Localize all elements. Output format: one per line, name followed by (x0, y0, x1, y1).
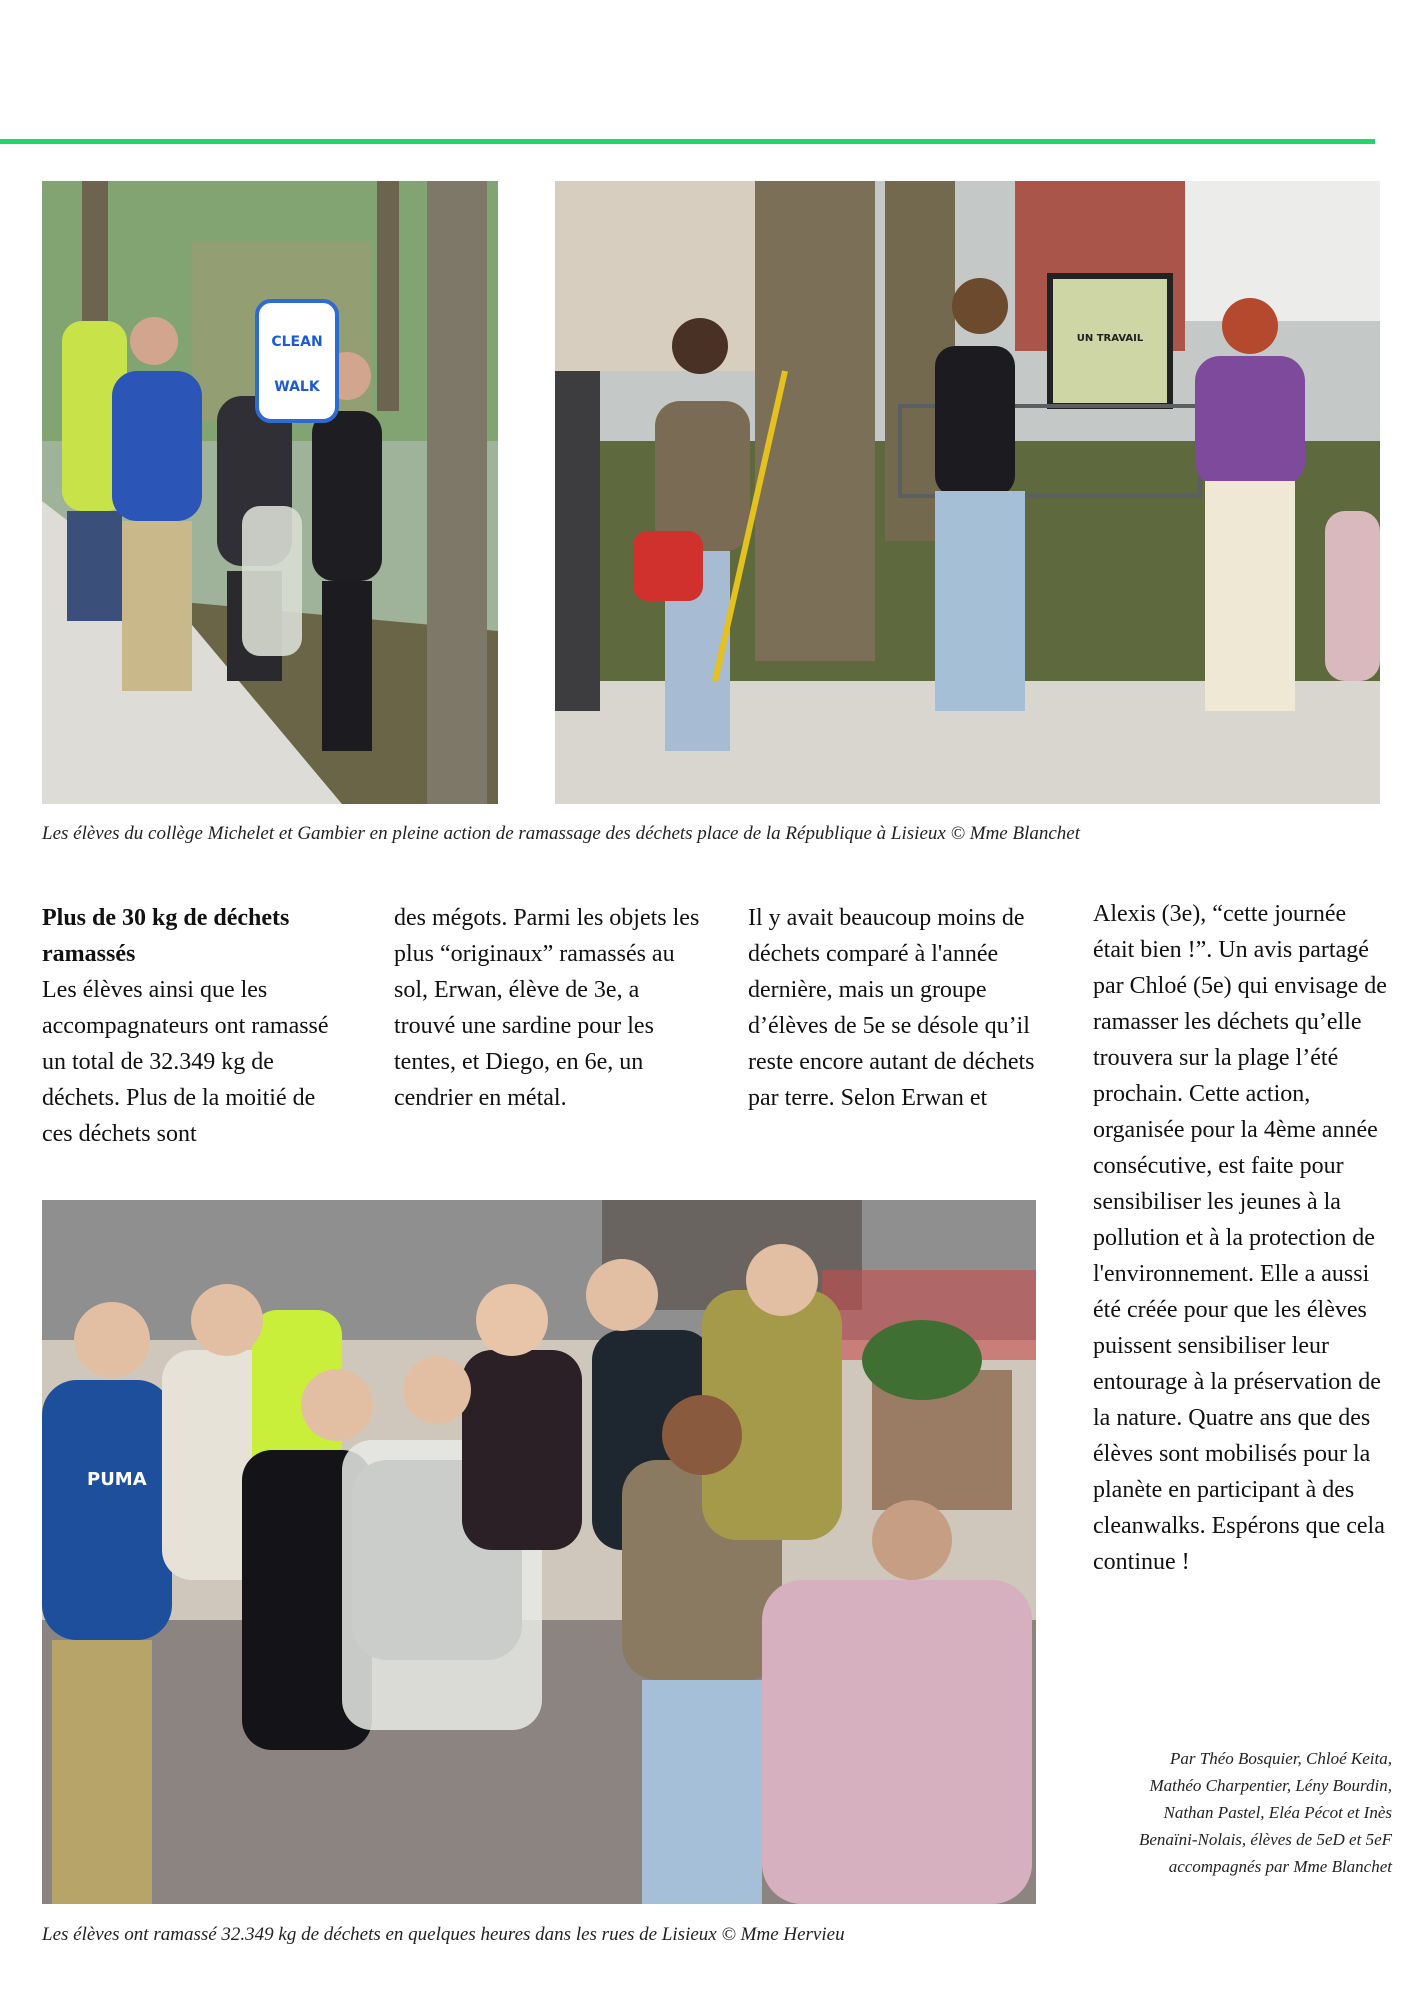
author-credits (1032, 1745, 1392, 1880)
credits-line: accompagnés par Mme Blanchet (1168, 1857, 1392, 1876)
sign-text: CLEAN (271, 334, 323, 350)
photo-illustration (42, 1200, 1036, 1904)
article-heading: Plus de 30 kg de déchets ramassés (42, 905, 290, 967)
article-text-1: Les élèves ainsi que les accompagnateurs ont ramassé un total de 32.349 kg de déchets. Plus de la moitié de ces déchets sont (42, 977, 329, 1147)
photo-caption-top: Les élèves du collège Michelet et Gambier en pleine action de ramassage des déchets place de la République à Lisieux © Mme Blanchet (42, 823, 1081, 844)
article-text-4: Alexis (3e), “cette journée était bien !”. Un avis partagé par Chloé (5e) qui envisage de ramasser les déchets qu’elle trouvera sur la plage l’été prochain. Cette action, organisée pour la 4ème année consécutive, est faite pour sensibiliser les jeunes à la pollution et à la protection de l'environnement. Elle a aussi été créée pour que les élèves puissent sensibiliser leur entourage à la préservation de la nature. Quatre ans que des élèves sont mobilisés pour la planète en participant à des cleanwalks. Espérons que cela continue ! (1093, 901, 1387, 1575)
photo-group-students-with-bags (42, 1200, 1036, 1904)
svg-text:PUMA: PUMA (87, 1469, 147, 1490)
credits-line: Par Théo Bosquier, Chloé Keita, (1170, 1749, 1392, 1768)
photo-caption-bottom: Les élèves ont ramassé 32.349 kg de déchets en quelques heures dans les rues de Lisieux © Mme Hervieu (42, 1924, 845, 1945)
photo-illustration (555, 181, 1380, 804)
credits-line: Benaïni-Nolais, élèves de 5eD et 5eF (1138, 1830, 1392, 1849)
article-column-4 (1093, 896, 1393, 1580)
article-column-1 (42, 900, 342, 1152)
header-accent-rule (0, 139, 1375, 144)
credits-line: Mathéo Charpentier, Lény Bourdin, (1149, 1776, 1392, 1795)
svg-text:WALK: WALK (274, 379, 320, 395)
article-column-2 (394, 900, 704, 1116)
photo-students-cleanwalk-street (42, 181, 498, 804)
photo-students-place-republique (555, 181, 1380, 804)
article-text-3: Il y avait beaucoup moins de déchets comparé à l'année dernière, mais un groupe d’élèves de 5e se désole qu’il reste encore autant de déchets par terre. Selon Erwan et (748, 905, 1035, 1111)
svg-text:UN TRAVAIL: UN TRAVAIL (1076, 333, 1144, 344)
article-column-3 (748, 900, 1068, 1116)
photo-illustration (42, 181, 498, 804)
article-text-2: des mégots. Parmi les objets les plus “originaux” ramassés au sol, Erwan, élève de 3e, a trouvé une sardine pour les tentes, et Diego, en 6e, un cendrier en métal. (394, 905, 700, 1111)
credits-line: Nathan Pastel, Eléa Pécot et Inès (1163, 1803, 1392, 1822)
